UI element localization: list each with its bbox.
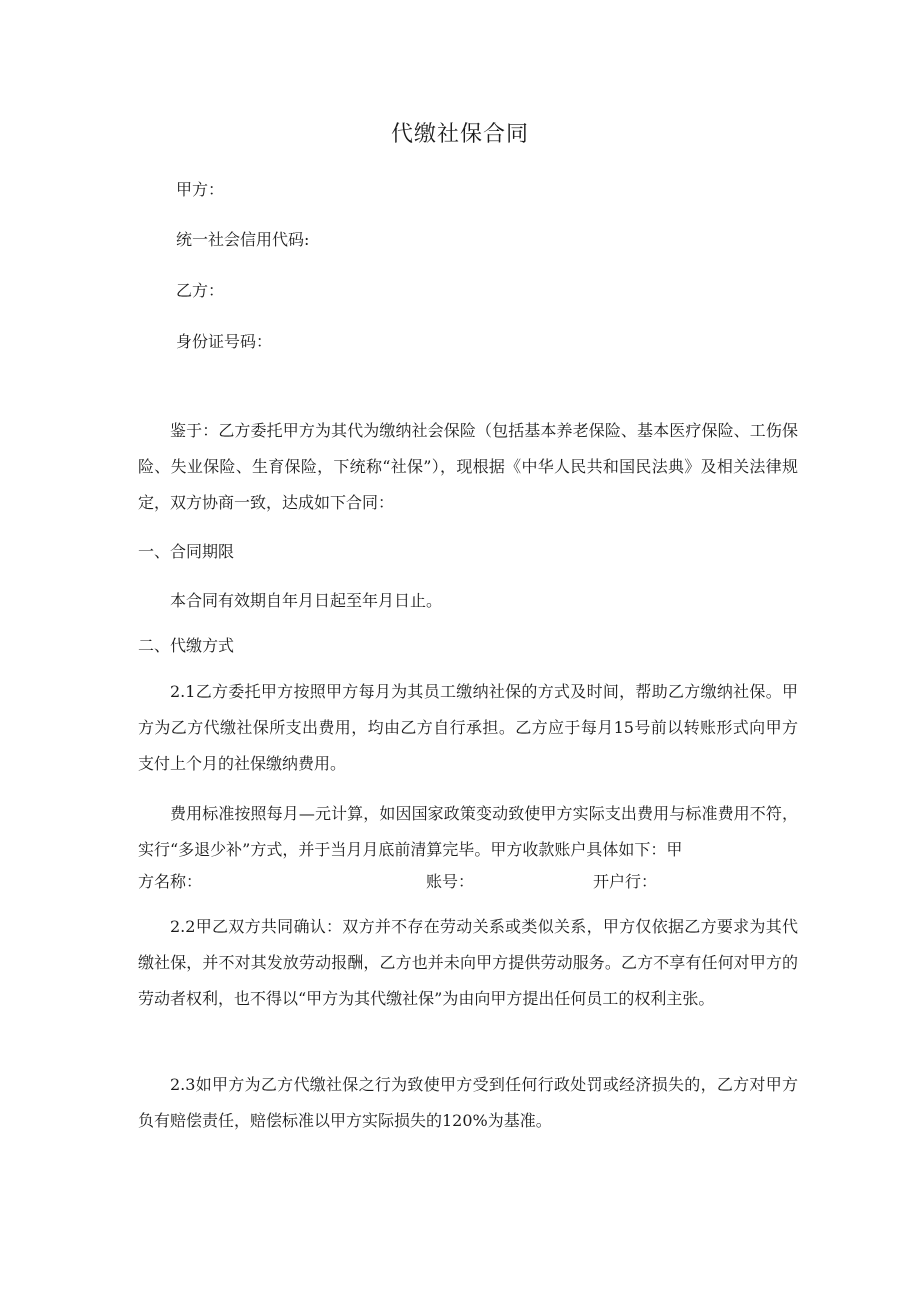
party-a-label: 甲方：: [176, 180, 225, 199]
party-b-label: 乙方：: [176, 281, 225, 300]
section-2-heading: 二、代缴方式: [138, 636, 235, 655]
section-1-text: 本合同有效期自年月日起至年月日止。: [170, 591, 443, 610]
fee-paragraph: 费用标准按照每月—元计算，如因国家政策变动致使甲方实际支出费用与标准费用不符，实行“多退少补”方式，并于当月月底前清算完毕。甲方收款账户具体如下：甲: [138, 804, 798, 859]
clause-2-2: 2.2甲乙双方共同确认：双方并不存在劳动关系或类似关系，甲方仅依据乙方要求为其代缴社保，并不对其发放劳动报酬，乙方也并未向甲方提供劳动服务。乙方不享有任何对甲方的劳动者权利，也不得以“甲方为其代缴社保”为由向甲方提出任何员工的权利主张。: [138, 917, 798, 1008]
clause-2-1: 2.1乙方委托甲方按照甲方每月为其员工缴纳社保的方式及时间，帮助乙方缴纳社保。甲方为乙方代缴社保所支出费用，均由乙方自行承担。乙方应于每月15号前以转账形式向甲方支付上个月的社保缴纳费用。: [138, 682, 798, 773]
id-number-label: 身份证号码：: [176, 332, 273, 351]
account-number-label: 账号：: [426, 872, 475, 891]
preamble-paragraph: 鉴于：乙方委托甲方为其代为缴纳社会保险（包括基本养老保险、基本医疗保险、工伤保险、失业保险、生育保险，下统称“社保”），现根据《中华人民共和国民法典》及相关法律规定，双方协商一致，达成如下合同：: [138, 421, 798, 512]
credit-code-label: 统一社会信用代码:: [176, 230, 310, 249]
document-title: 代缴社保合同: [390, 122, 529, 147]
account-name-label: 方名称：: [138, 872, 203, 891]
bank-label: 开户行：: [593, 872, 658, 891]
clause-2-3: 2.3如甲方为乙方代缴社保之行为致使甲方受到任何行政处罚或经济损失的，乙方对甲方负有赔偿责任，赔偿标准以甲方实际损失的120%为基准。: [138, 1075, 798, 1130]
section-1-heading: 一、合同期限: [138, 542, 235, 561]
